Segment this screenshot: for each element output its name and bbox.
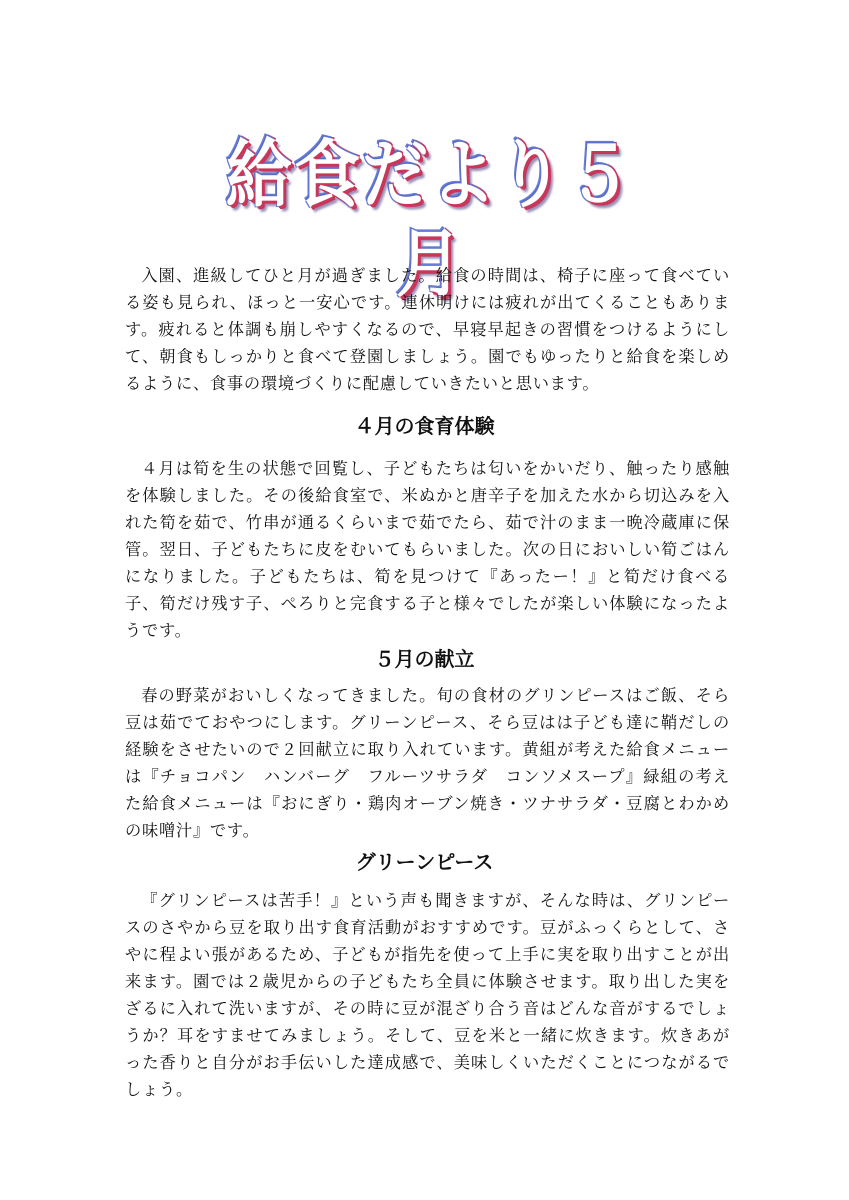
section-heading-may-menu: ５月の献立	[374, 647, 475, 671]
section-body-may-menu: 春の野菜がおいしくなってきました。旬の食材のグリンピースはご飯、そら豆は茹でておやつにします。グリーンピース、そら豆はは子ども達に鞘だしの経験をさせたいので２回献立に取り入れています。黄組が考えた給食メニューは『チョコパン ハンバーグ フルーツサラダ コンソメスープ』緑組の考えた給食メニューは『おにぎり・鶏肉オーブン焼き・ツナサラダ・豆腐とわかめの味噌汁』です。	[125, 686, 730, 840]
section-body-green-peas: 『グリンピースは苦手！』という声も聞きますが、そんな時は、グリンピースのさやから豆を取り出す食育活動がおすすめです。豆がふっくらとして、さやに程よい張があるため、子どもが指先を使って上手に実を取り出すことが出来ます。園では２歳児からの子どもたち全員に体験させます。取り出した実をざるに入れて洗いますが、その時に豆が混ざり合う音はどんな音がするでしょうか？耳をすませてみましょう。そして、豆を米と一緒に炊きます。炊きあがった香りと自分がお手伝いした達成感で、美味しくいただくことにつながるでしょう。	[125, 891, 730, 1099]
section-heading-green-peas: グリーンピース	[355, 850, 494, 874]
section-heading-april-food-education: ４月の食育体験	[354, 414, 495, 438]
newsletter-title: 給食だより５月	[226, 131, 634, 308]
intro-paragraph: 入園、進級してひと月が過ぎました。給食の時間は、椅子に座って食べている姿も見られ、ほっと一安心です。連休明けには疲れが出てくることもあります。疲れると体調も崩しやすくなるので、早寝早起きの習慣をつけるようにして、朝食もしっかりと食べて登園しましょう。園でもゆったりと給食を楽しめるように、食事の環境づくりに配慮していきたいと思います。	[125, 266, 730, 393]
section-body-april-food-education: ４月は筍を生の状態で回覧し、子どもたちは匂いをかいだり、触ったり感触を体験しました。その後給食室で、米ぬかと唐辛子を加えた水から切込みを入れた筍を茹で、竹串が通るくらいまで茹でたら、茹で汁のまま一晩冷蔵庫に保管。翌日、子どもたちに皮をむいてもらいました。次の日においしい筍ごはんになりました。子どもたちは、筍を見つけて『あったー！』と筍だけ食べる子、筍だけ残す子、ぺろりと完食する子と様々でしたが楽しい体験になったようです。	[125, 459, 730, 640]
